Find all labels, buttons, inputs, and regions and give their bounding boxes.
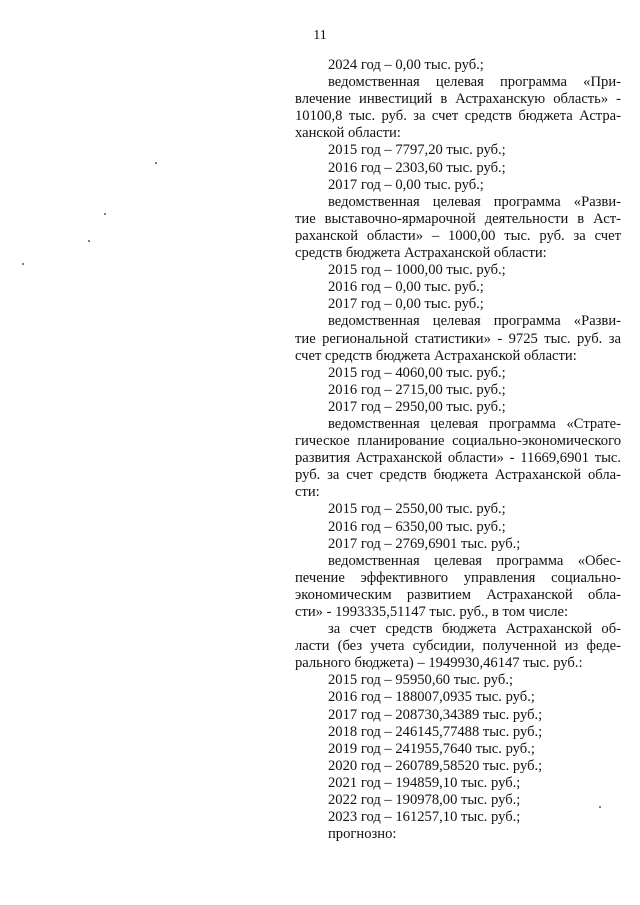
text-line: 2017 год – 208730,34389 тыс. руб.; [328,706,543,723]
text-line: развития Астраханской области» - 11669,6901 тыс. [295,450,621,467]
text-line: 2016 год – 2303,60 тыс. руб.; [328,159,506,176]
scan-speck [155,162,157,164]
text-line: влечение инвестиций в Астраханскую область» - [295,91,621,108]
scan-speck [599,806,601,808]
text-line: 2022 год – 190978,00 тыс. руб.; [328,792,521,809]
text-line: раханской области» – 1000,00 тыс. руб. за счет [295,227,621,244]
scan-speck [104,213,106,215]
text-line: 2016 год – 0,00 тыс. руб.; [328,279,484,296]
text-line: 2016 год – 2715,00 тыс. руб.; [328,381,506,398]
document-body [295,57,621,843]
text-line: 2019 год – 241955,7640 тыс. руб.; [328,740,535,757]
text-line: 2021 год – 194859,10 тыс. руб.; [328,774,521,791]
text-line: ведомственная целевая программа «Обес- [328,552,621,569]
text-line: 2016 год – 6350,00 тыс. руб.; [328,518,506,535]
page-number: 11 [313,28,327,43]
scan-speck [88,240,90,242]
text-line: экономическим развитием Астраханской обла- [295,586,621,603]
text-line: ласти (без учета субсидии, полученной из феде- [295,638,621,655]
text-line: 2017 год – 2950,00 тыс. руб.; [328,398,506,415]
text-line: тие выставочно-ярмарочной деятельности в Аст- [295,210,621,227]
text-line: 2023 год – 161257,10 тыс. руб.; [328,809,521,826]
text-line: 2015 год – 7797,20 тыс. руб.; [328,142,506,159]
text-line: сти» - 1993335,51147 тыс. руб., в том числе: [295,604,569,620]
text-line: тие региональной статистики» - 9725 тыс. руб. за [295,330,621,347]
text-line: 2015 год – 1000,00 тыс. руб.; [328,262,506,279]
text-line: ведомственная целевая программа «Разви- [328,193,621,210]
text-line: 2015 год – 2550,00 тыс. руб.; [328,501,506,518]
text-line: ведомственная целевая программа «Страте- [328,415,621,432]
text-line: 2018 год – 246145,77488 тыс. руб.; [328,723,543,740]
text-line: печение эффективного управления социально- [295,569,621,586]
text-line: 2015 год – 4060,00 тыс. руб.; [328,364,506,381]
text-line: 2015 год – 95950,60 тыс. руб.; [328,672,514,689]
text-line: ведомственная целевая программа «Разви- [328,313,621,330]
text-line: 2024 год – 0,00 тыс. руб.; [328,57,484,73]
text-line: руб. за счет средств бюджета Астраханской обла- [295,467,621,484]
text-line: 2016 год – 188007,0935 тыс. руб.; [328,689,535,706]
text-line: сти: [295,484,320,501]
text-line: 2020 год – 260789,58520 тыс. руб.; [328,757,543,774]
text-line: ханской области: [295,125,401,142]
scan-speck [22,263,24,265]
text-line: 2017 год – 0,00 тыс. руб.; [328,296,484,313]
text-line: 2017 год – 2769,6901 тыс. руб.; [328,535,521,552]
text-line: за счет средств бюджета Астраханской об- [328,621,621,638]
text-line: 10100,8 тыс. руб. за счет средств бюджета Астра- [295,108,621,125]
text-line: ведомственная целевая программа «При- [328,74,621,91]
text-line: прогнозно: [328,826,397,843]
text-line: гическое планирование социально-экономического [295,433,621,450]
text-line: счет средств бюджета Астраханской области: [295,347,577,364]
text-line: 2017 год – 0,00 тыс. руб.; [328,176,484,193]
text-line: рального бюджета) – 1949930,46147 тыс. руб.: [295,655,583,672]
text-line: средств бюджета Астраханской области: [295,245,547,262]
